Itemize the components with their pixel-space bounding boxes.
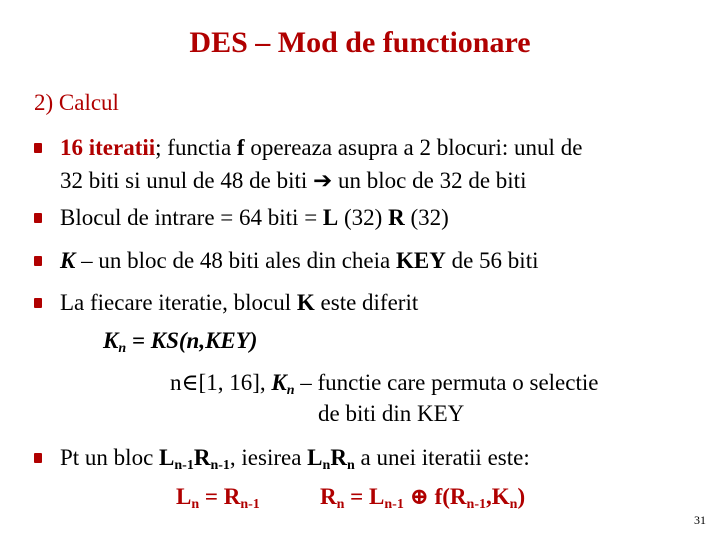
key-schedule-description-line-1: n∈[1, 16], $K_n$ – functie care permuta o selectie xyxy=(170,370,599,398)
key-schedule-formula: $K_n = KS(n,KEY)$ xyxy=(103,328,258,356)
page-number: 31 xyxy=(694,513,706,527)
bullet-4: La fiecare iteratie, blocul K este diferit xyxy=(60,290,419,315)
bullet-1-line-1: 16 iteratii; functia f opereaza asupra a 2 blocuri: unul de xyxy=(60,135,583,160)
arrow-icon: ➔ xyxy=(313,168,333,193)
bullet-5: Pt un bloc $L_{n-1}R_{n-1}$, iesirea $L_nR_n$ a unei iteratii este: xyxy=(60,445,530,473)
iterations-highlight: 16 iteratii xyxy=(60,135,156,160)
bullet-3: K – un bloc de 48 biti ales din cheia KEY de 56 biti xyxy=(60,248,539,273)
section-heading: 2) Calcul xyxy=(34,90,119,115)
bullet-marker xyxy=(34,256,42,266)
bullet-marker xyxy=(34,453,42,463)
round-equation-left: $L_n = R_{n-1}$ xyxy=(176,484,260,512)
bullet-2: Blocul de intrare = 64 biti = L (32) R (32) xyxy=(60,205,449,230)
element-of-symbol: ∈ xyxy=(181,370,199,395)
slide-title: DES – Mod de functionare xyxy=(189,26,531,59)
key-schedule-description-line-2: de biti din KEY xyxy=(318,401,465,426)
xor-symbol: ⊕ xyxy=(403,484,435,509)
bullet-marker xyxy=(34,298,42,308)
bullet-1-line-2: 32 biti si unul de 48 de biti ➔ un bloc de 32 de biti xyxy=(60,168,527,193)
round-equation-right: $R_n = L_{n-1}$ ⊕ $f(R_{n-1},K_n)$ xyxy=(320,484,526,512)
bullet-marker xyxy=(34,213,42,223)
bullet-marker xyxy=(34,143,42,153)
